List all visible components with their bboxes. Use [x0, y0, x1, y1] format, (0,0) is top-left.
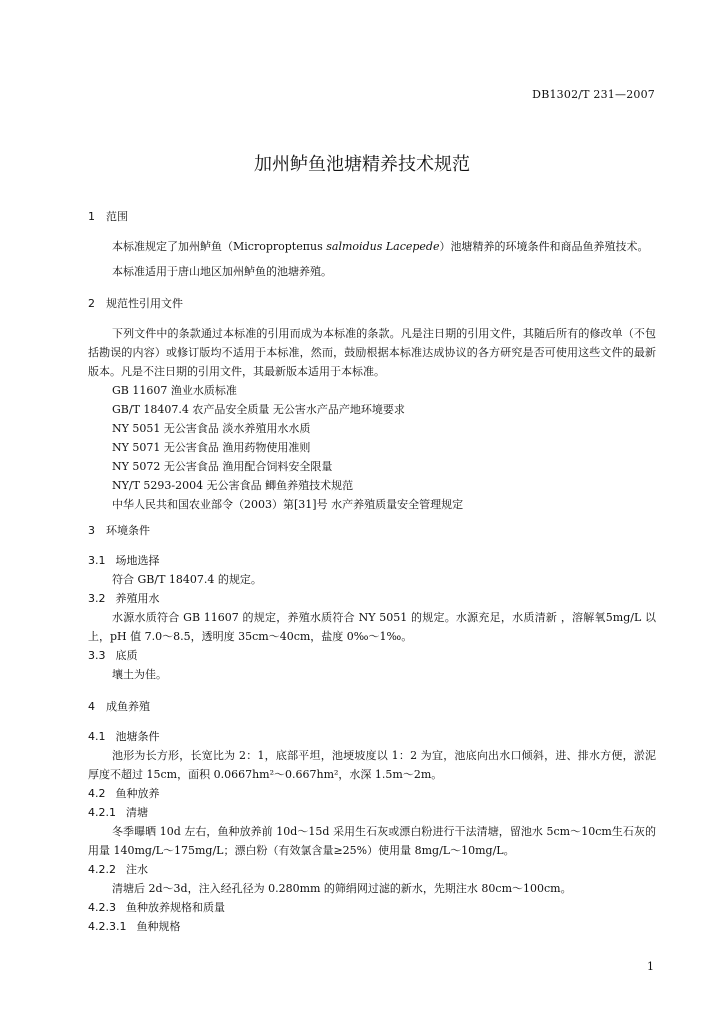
subsection-4-2-3-1-heading [88, 917, 656, 936]
scope-paragraph [88, 237, 656, 256]
subsection-3-2-heading [88, 589, 656, 608]
substrate-text: 壤土为佳。 [112, 668, 167, 681]
water-source-text: 水源水质符合 GB 11607 的规定，养殖水质符合 NY 5051 的规定。水源充足，水质清新 ，溶解氧5mg/L 以上，pH 值 7.0～8.5，透明度 35cm～40cm，盐度 0‰～1‰。 [88, 611, 656, 643]
references-intro: 下列文件中的条款通过本标准的引用而成为本标准的条款。凡是注日期的引用文件，其随后所有的修改单（不包括勘误的内容）或修订版均不适用于本标准，然而，鼓励根据本标准达成协议的各方研究是否可使用这些文件的最新版本。凡是不注日期的引用文件，其最新版本适用于本标准。 [88, 327, 656, 378]
reference-item: NY 5071 无公害食品 渔用药物使用准则 [112, 441, 311, 454]
subsection-number: 3.2 [88, 592, 106, 605]
section-number: 2 [88, 297, 95, 310]
section-number: 1 [88, 210, 95, 223]
document-number: DB1302/T 231—2007 [532, 88, 655, 101]
subsection-title: 养殖用水 [115, 592, 160, 605]
subsection-4-1-heading [88, 727, 656, 746]
subsection-title: 鱼种放养 [115, 787, 160, 800]
section-title: 范围 [106, 210, 128, 223]
subsection-4-2-2-heading [88, 860, 656, 879]
text-run: 本标准规定了加州鲈鱼（Micropropteпus [112, 240, 327, 253]
subsection-title: 场地选择 [115, 554, 160, 567]
section-title: 环境条件 [106, 524, 150, 537]
subsection-number: 4.2.3 [88, 901, 116, 914]
document-body [88, 208, 656, 936]
subsection-number: 4.2.2 [88, 863, 116, 876]
section-2-heading [88, 295, 656, 312]
pond-conditions-text: 池形为长方形，长宽比为 2：1，底部平坦，池埂坡度以 1：2 为宜，池底向出水口倾斜，进、排水方便，淤泥厚度不超过 15cm，面积 0.0667hm²～0.667hm²，水深 1.5m～2m。 [88, 749, 656, 781]
reference-item: GB/T 18407.4 农产品安全质量 无公害水产品产地环境要求 [112, 403, 405, 416]
page-number: 1 [647, 960, 654, 973]
section-1-heading [88, 208, 656, 225]
text-run: ）池塘精养的环境条件和商品鱼养殖技术。 [439, 240, 649, 253]
subsection-3-3-heading [88, 646, 656, 665]
subsection-number: 4.2.3.1 [88, 920, 127, 933]
subsection-4-2-3-heading [88, 898, 656, 917]
subsection-title: 鱼种规格 [136, 920, 181, 933]
reference-item: GB 11607 渔业水质标准 [112, 384, 237, 397]
section-title: 规范性引用文件 [106, 297, 183, 310]
section-3-heading [88, 522, 656, 539]
subsection-number: 3.1 [88, 554, 106, 567]
subsection-number: 3.3 [88, 649, 106, 662]
subsection-number: 4.2.1 [88, 806, 116, 819]
reference-item: NY 5051 无公害食品 淡水养殖用水水质 [112, 422, 311, 435]
subsection-title: 底质 [115, 649, 138, 662]
subsection-number: 4.2 [88, 787, 106, 800]
subsection-title: 清塘 [126, 806, 148, 819]
reference-item: NY/T 5293-2004 无公害食品 鲫鱼养殖技术规范 [112, 479, 354, 492]
subsection-title: 池塘条件 [115, 730, 160, 743]
subsection-4-2-heading [88, 784, 656, 803]
reference-list [112, 381, 656, 514]
section-title: 成鱼养殖 [106, 700, 150, 713]
section-number: 3 [88, 524, 95, 537]
subsection-3-1-heading [88, 551, 656, 570]
reference-item: 中华人民共和国农业部令（2003）第[31]号 水产养殖质量安全管理规定 [112, 498, 464, 511]
scope-applicability: 本标准适用于唐山地区加州鲈鱼的池塘养殖。 [112, 265, 332, 278]
water-filling-text: 清塘后 2d～3d，注入经孔径为 0.280mm 的筛绢网过滤的新水，先期注水 80cm～100cm。 [112, 882, 572, 895]
section-number: 4 [88, 700, 95, 713]
subsection-number: 4.1 [88, 730, 106, 743]
subsection-title: 鱼种放养规格和质量 [126, 901, 225, 914]
document-title: 加州鲈鱼池塘精养技术规范 [254, 154, 470, 175]
section-4-heading [88, 698, 656, 715]
site-selection-text: 符合 GB/T 18407.4 的规定。 [112, 573, 262, 586]
pond-cleaning-text: 冬季曝晒 10d 左右，鱼种放养前 10d～15d 采用生石灰或漂白粉进行干法清塘，留池水 5cm～10cm生石灰的用量 140mg/L～175mg/L；漂白粉（有效氯含量≥25%）使用量 8mg/L～10mg/L。 [88, 825, 656, 857]
species-name: salmoidus Lacepede [326, 240, 440, 253]
subsection-4-2-1-heading [88, 803, 656, 822]
subsection-title: 注水 [126, 863, 148, 876]
reference-item: NY 5072 无公害食品 渔用配合饲料安全限量 [112, 460, 333, 473]
